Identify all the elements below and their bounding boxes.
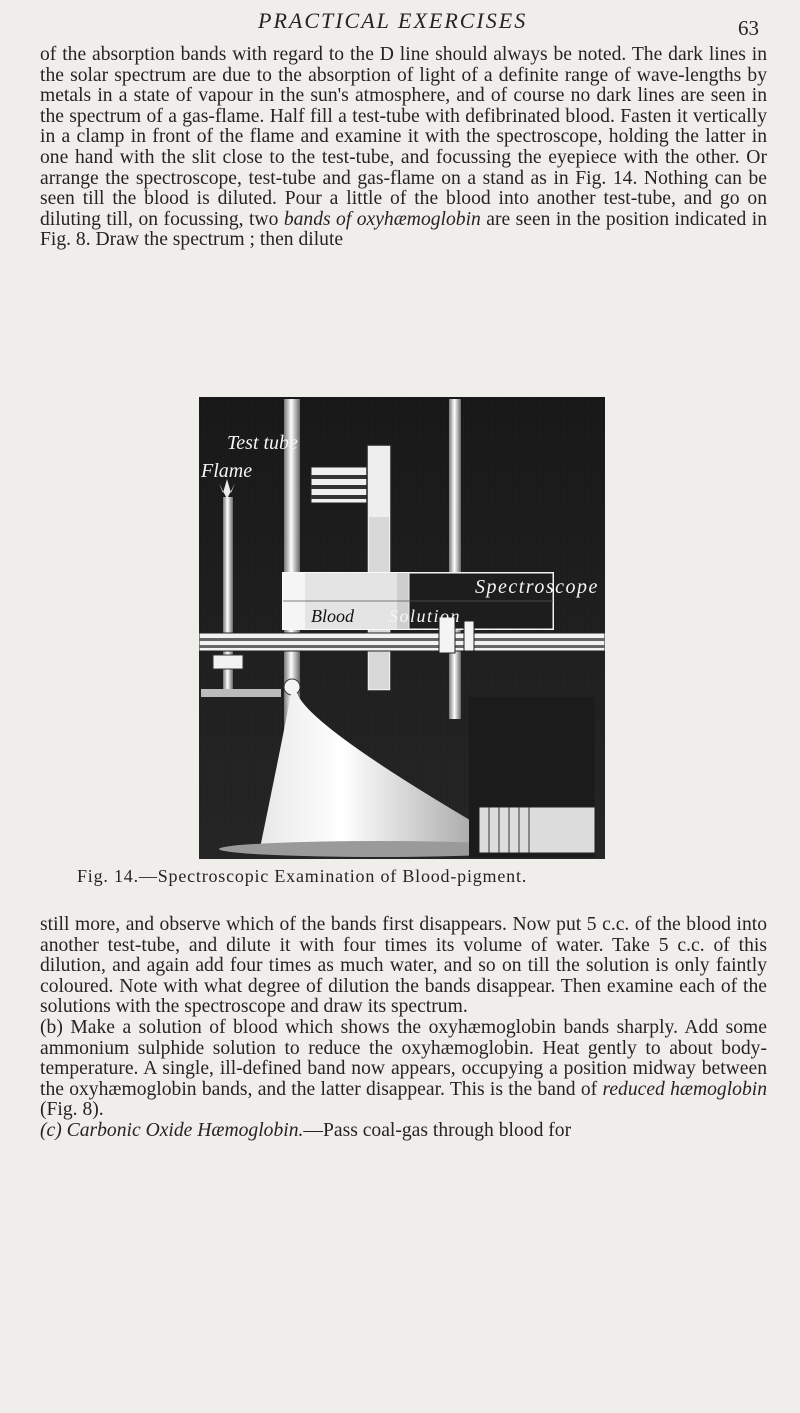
paragraph-2	[40, 915, 767, 1142]
paragraph-1-text: of the absorption bands with regard to the D line should always be noted. The dark lines in the solar spectrum are due to the absorption of light of a definite range of wave-lengths by metals in a state of vapour in the sun's atmosphere, and of course no dark lines are seen in the spectrum of a gas-flame. Half fill a test-tube with defibrinated blood. Fasten it vertically in a clamp in front of the flame and examine it with the spectroscope, holding the latter in one hand with the slit close to the test-tube, and focussing the eyepiece with the other. Or arrange the spectroscope, test-tube and gas-flame on a stand as in Fig. 14. Nothing can be seen till the blood is diluted. Pour a little of the blood into another test-tube, and go on diluting till, on focussing, two	[40, 44, 767, 230]
paragraph-4-text: —Pass coal-gas through blood for	[303, 1119, 572, 1141]
spectroscope-figure	[199, 397, 605, 859]
label-spectroscope: Spectroscope	[475, 576, 599, 598]
label-flame: Flame	[201, 460, 253, 482]
paragraph-3-start: (b) Make a solution of blood which shows the oxyhæmoglobin bands sharply. Add some ammonium sulphide solution to reduce the oxyhæmoglobin. Heat gently to about body-temperature. A single, ill-defined band now appears, occupying a position midway between the oxyhæmoglobin bands, and the latter disappear. This is the band of	[40, 1016, 767, 1100]
paragraph-1-end: are seen in the position indicated in Fig. 8. Draw the spectrum ; then dilute	[40, 208, 767, 251]
running-head-title: PRACTICAL EXERCISES	[258, 8, 528, 33]
figure-caption: Fig. 14.—Spectroscopic Examination of Blood-pigment.	[77, 866, 528, 886]
paragraph-3-end: (Fig. 8).	[40, 1099, 104, 1121]
paragraph-2-text: still more, and observe which of the bands first disappears. Now put 5 c.c. of the blood into another test-tube, and dilute it with four times its volume of water. Take 5 c.c. of this dilution, and again add four times as much water, and so on till the solution is only faintly coloured. Note with what degree of dilution the bands disappear. Then examine each of the solutions with the spectroscope and draw its spectrum.	[40, 914, 767, 1018]
apparatus-engraving	[199, 397, 605, 859]
label-blood: Blood	[311, 606, 354, 626]
label-solution: Solution	[389, 606, 462, 626]
running-head	[0, 8, 800, 48]
label-test-tube: Test tube	[227, 432, 298, 454]
base-foot-right	[479, 807, 595, 853]
paragraph-4-label: (c) Carbonic Oxide Hæmoglobin.	[40, 1119, 304, 1141]
page-number: 63	[738, 16, 759, 40]
paragraph-3-emphasis: reduced hæmoglobin	[602, 1078, 767, 1100]
paragraph-1-emphasis: bands of oxyhæmoglobin	[283, 208, 481, 230]
paragraph-1	[40, 45, 767, 251]
